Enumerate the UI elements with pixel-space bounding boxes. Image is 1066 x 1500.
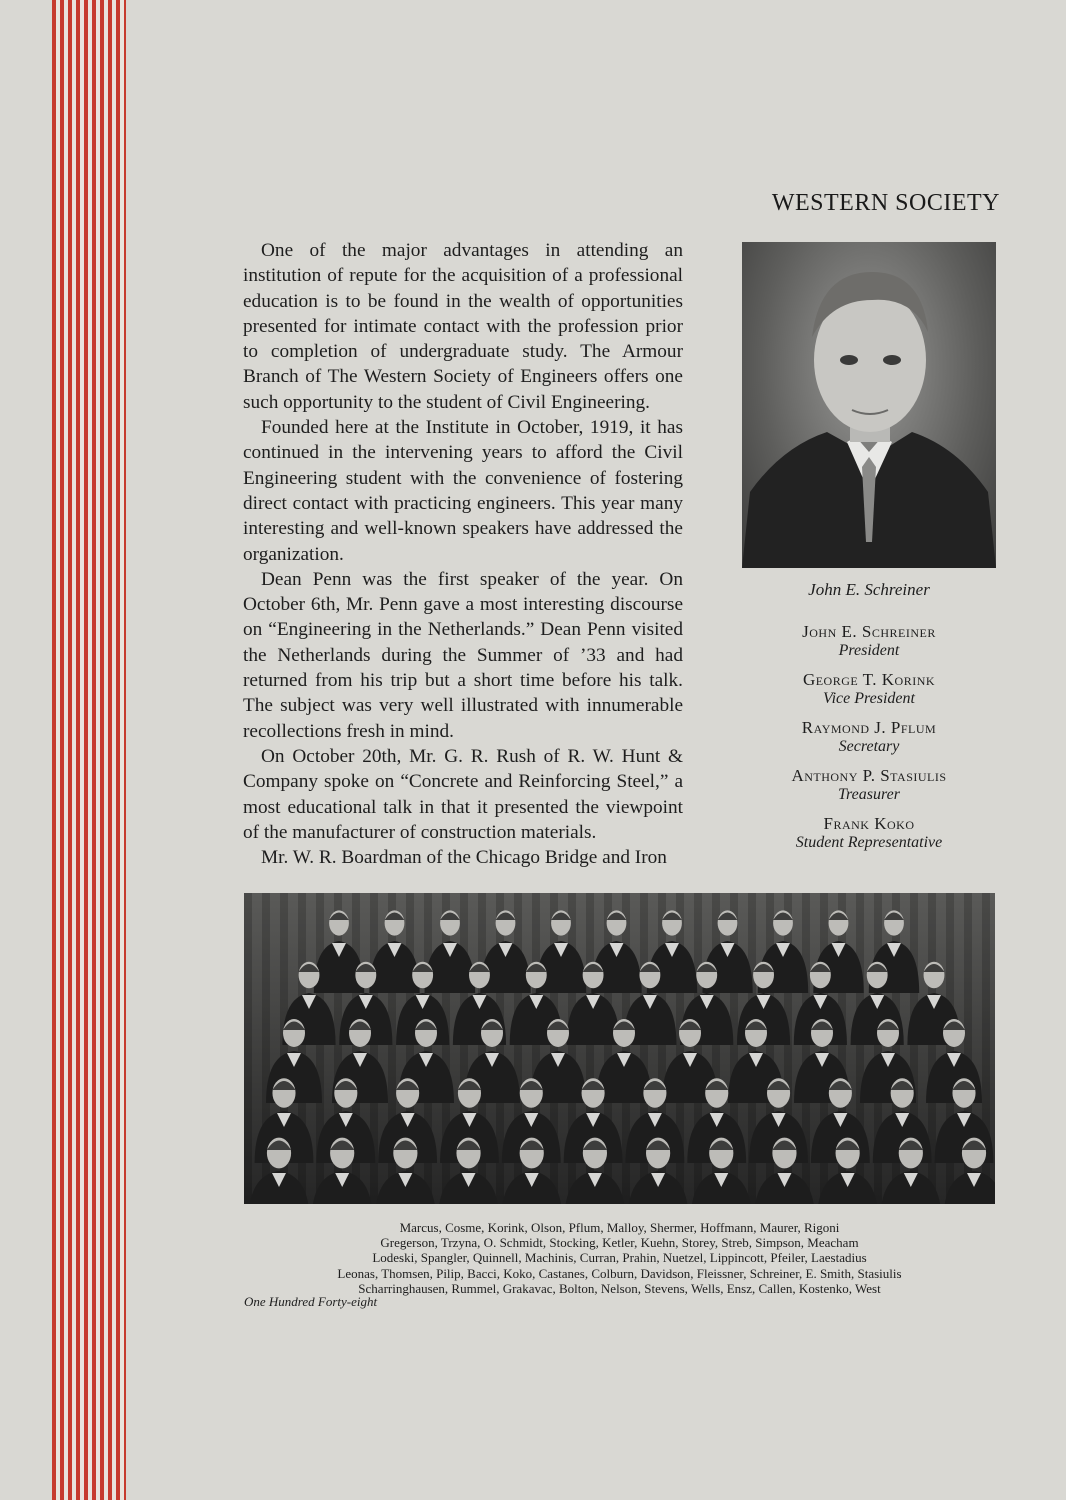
caption-row: Lodeski, Spangler, Quinnell, Machinis, Curran, Prahin, Nuetzel, Lippincott, Pfeiler, Laestadius xyxy=(372,1250,867,1266)
article-paragraph: One of the major advantages in attending an institution of repute for the acquisition of a professional education is to be found in the wealth of opportunities presented for intimate contact with the profession prior to completion of undergraduate study. The Armour Branch of The Western Society of Engineers offers one such opportunity to the student of Civil Engineering. xyxy=(243,240,683,413)
caption-row: Scharringhausen, Rummel, Grakavac, Bolton, Nelson, Stevens, Wells, Ensz, Callen, Kostenko, West xyxy=(358,1280,881,1296)
officer-name: Frank Koko xyxy=(823,814,915,833)
officer-role: Secretary xyxy=(838,738,900,755)
article-paragraph: On October 20th, Mr. G. R. Rush of R. W. Hunt & Company spoke on “Concrete and Reinforcing Steel,” a most educational talk in that it presented the viewpoint of the manufacturer of construction materials. xyxy=(243,745,683,843)
caption-row: Leonas, Thomsen, Pilip, Bacci, Koko, Castanes, Colburn, Davidson, Fleissner, Schreiner, E. Smith, Stasiulis xyxy=(337,1265,902,1281)
president-portrait-photo xyxy=(742,242,996,568)
group-photo-caption xyxy=(244,1220,995,1296)
article-paragraph: Dean Penn was the first speaker of the year. On October 6th, Mr. Penn gave a most interesting discourse on “Engineering in the Netherlands.” Dean Penn visited the Netherlands during the Summer of ’33 and had returned from his trip but a short time before his talk. The subject was very well illustrated with innumerable recollections fresh in mind. xyxy=(243,568,683,742)
officer-name: George T. Korink xyxy=(802,670,936,689)
section-title: WESTERN SOCIETY xyxy=(771,190,1000,216)
caption-row: Gregerson, Trzyna, O. Schmidt, Stocking, Ketler, Kuehn, Storey, Streb, Simpson, Meacham xyxy=(380,1235,859,1251)
article-paragraph: Founded here at the Institute in October, 1919, it has continued in the intervening years to afford the Civil Engineering student with the convenience of fostering direct contact with practicing engineers. This year many interesting and well-known speakers have addressed the organization. xyxy=(243,417,683,565)
officer-entry xyxy=(742,622,996,660)
group-photo xyxy=(244,893,995,1204)
portrait-caption: John E. Schreiner xyxy=(808,580,930,599)
officer-role: Treasurer xyxy=(838,786,900,803)
decorative-stripe-border xyxy=(52,0,126,1500)
caption-row: Marcus, Cosme, Korink, Olson, Pflum, Malloy, Shermer, Hoffmann, Maurer, Rigoni xyxy=(399,1220,840,1235)
officer-name: Raymond J. Pflum xyxy=(801,718,937,737)
officer-role: Vice President xyxy=(823,690,915,707)
article-paragraph: Mr. W. R. Boardman of the Chicago Bridge and Iron xyxy=(261,847,667,869)
officer-name: Anthony P. Stasiulis xyxy=(791,766,947,785)
article-body xyxy=(243,238,683,870)
officer-entry xyxy=(742,718,996,756)
officer-list xyxy=(742,622,996,862)
officer-entry xyxy=(742,670,996,708)
officer-role: President xyxy=(838,642,900,659)
officer-entry xyxy=(742,766,996,804)
officer-entry xyxy=(742,814,996,852)
officer-role: Student Representative xyxy=(795,834,943,851)
officer-name: John E. Schreiner xyxy=(802,622,936,641)
page-number: One Hundred Forty-eight xyxy=(244,1294,378,1309)
